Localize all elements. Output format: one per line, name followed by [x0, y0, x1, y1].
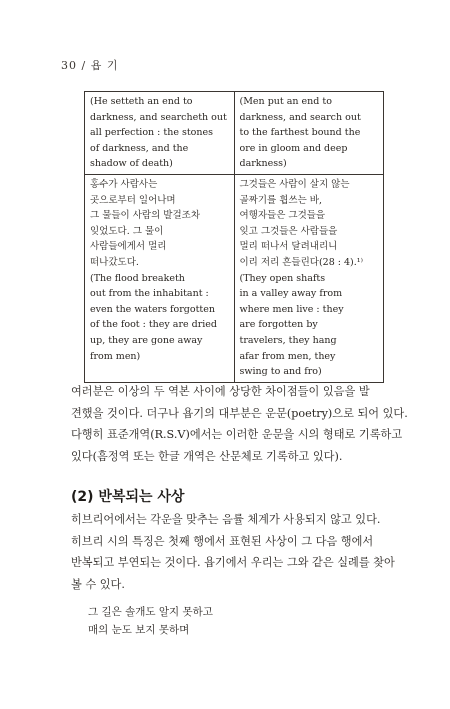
paragraph-line: 여러분은 이상의 두 역본 사이에 상당한 차이점들이 있음을 발 — [71, 385, 370, 398]
cell-line: (He setteth an end to — [90, 96, 193, 107]
cell-line: up, they are gone away — [90, 334, 203, 346]
cell-line: 여행자들은 그것들을 — [239, 210, 326, 222]
cell-line: 잊었도다. 그 물이 — [90, 225, 164, 237]
cell-line: to the farthest bound the — [239, 127, 361, 139]
cell-line: (Men put an end to — [239, 96, 332, 107]
translation-comparison-table — [84, 91, 384, 383]
cell-line: darkness, and search out — [239, 111, 361, 123]
paragraph-line: 견했을 것이다. 더구나 욥기의 대부분은 운문(poetry)으로 되어 있다. — [71, 406, 408, 420]
cell-line: of darkness, and the — [90, 142, 189, 154]
cell-line: even the waters forgotten — [90, 303, 215, 315]
cell-line: (They open shafts — [239, 272, 326, 284]
paragraph-line: 있다(흠정역 또는 한글 개역은 산문체로 기록하고 있다). — [71, 449, 343, 463]
table-cell-left — [85, 174, 235, 382]
cell-line: (The flood breaketh — [90, 272, 185, 284]
cell-line: ore in gloom and deep — [239, 142, 348, 154]
running-head: 30 ∕ 욥 기 — [61, 59, 119, 72]
paragraph-line: 반복되고 부연되는 것이다. 욥기에서 우리는 그와 같은 실례를 찾아 — [71, 556, 395, 569]
paragraph-line: 다행히 표준개역(R.S.V)에서는 이러한 운문을 시의 형태로 기록하고 — [71, 428, 403, 441]
cell-line: 그 물들이 사람의 발걸조차 — [90, 210, 201, 222]
cell-line: all perfection : the stones — [90, 127, 214, 139]
cell-line: from men) — [90, 350, 141, 362]
cell-line: out from the inhabitant : — [90, 288, 209, 300]
poetry-quote — [88, 604, 213, 639]
body-paragraph — [71, 509, 395, 595]
cell-line: travelers, they hang — [239, 334, 337, 346]
cell-line: 홍수가 사람사는 — [90, 178, 158, 190]
cell-line: of the foot : they are dried — [90, 319, 218, 331]
table-row — [85, 92, 384, 175]
section-heading: (2) 반복되는 사상 — [71, 489, 185, 505]
paragraph-line: 히브리 시의 특징은 첫째 행에서 표현된 사상이 그 다음 행에서 — [71, 534, 374, 548]
cell-line: 이리 저리 흔들린다(28 : 4).¹⁾ — [239, 256, 363, 268]
cell-line: 골짜기를 휩쓰는 바, — [239, 194, 322, 206]
cell-line: swing to and fro) — [239, 366, 322, 378]
cell-line: in a valley away from — [239, 288, 343, 300]
cell-line: afar from men, they — [239, 350, 336, 362]
cell-line: 사람들에게서 멀리 — [90, 241, 167, 253]
body-paragraph — [71, 381, 408, 467]
cell-line: are forgotten by — [239, 319, 318, 331]
cell-line: shadow of death) — [90, 158, 173, 170]
table-cell-right — [234, 174, 384, 382]
table-cell-right — [234, 92, 384, 175]
paragraph-line: 볼 수 있다. — [71, 577, 125, 591]
cell-line: 멀리 떠나서 달려내리니 — [239, 241, 338, 253]
table-row — [85, 174, 384, 382]
cell-line: 잊고 그것들은 사람들을 — [239, 225, 338, 237]
quote-line: 그 길은 솔개도 알지 못하고 — [88, 606, 213, 618]
cell-line: 떠나갔도다. — [90, 256, 139, 268]
cell-line: darkness) — [239, 158, 287, 170]
cell-line: 곳으로부터 일어나며 — [90, 194, 176, 206]
cell-line: darkness, and searcheth out — [90, 111, 227, 123]
cell-line: 그것들은 사람이 살지 않는 — [239, 178, 350, 190]
cell-line: where men live : they — [239, 303, 344, 315]
table-cell-left — [85, 92, 235, 175]
quote-line: 매의 눈도 보지 못하며 — [88, 623, 190, 636]
paragraph-line: 히브리어에서는 각운을 맞추는 음률 체계가 사용되지 않고 있다. — [71, 513, 381, 526]
